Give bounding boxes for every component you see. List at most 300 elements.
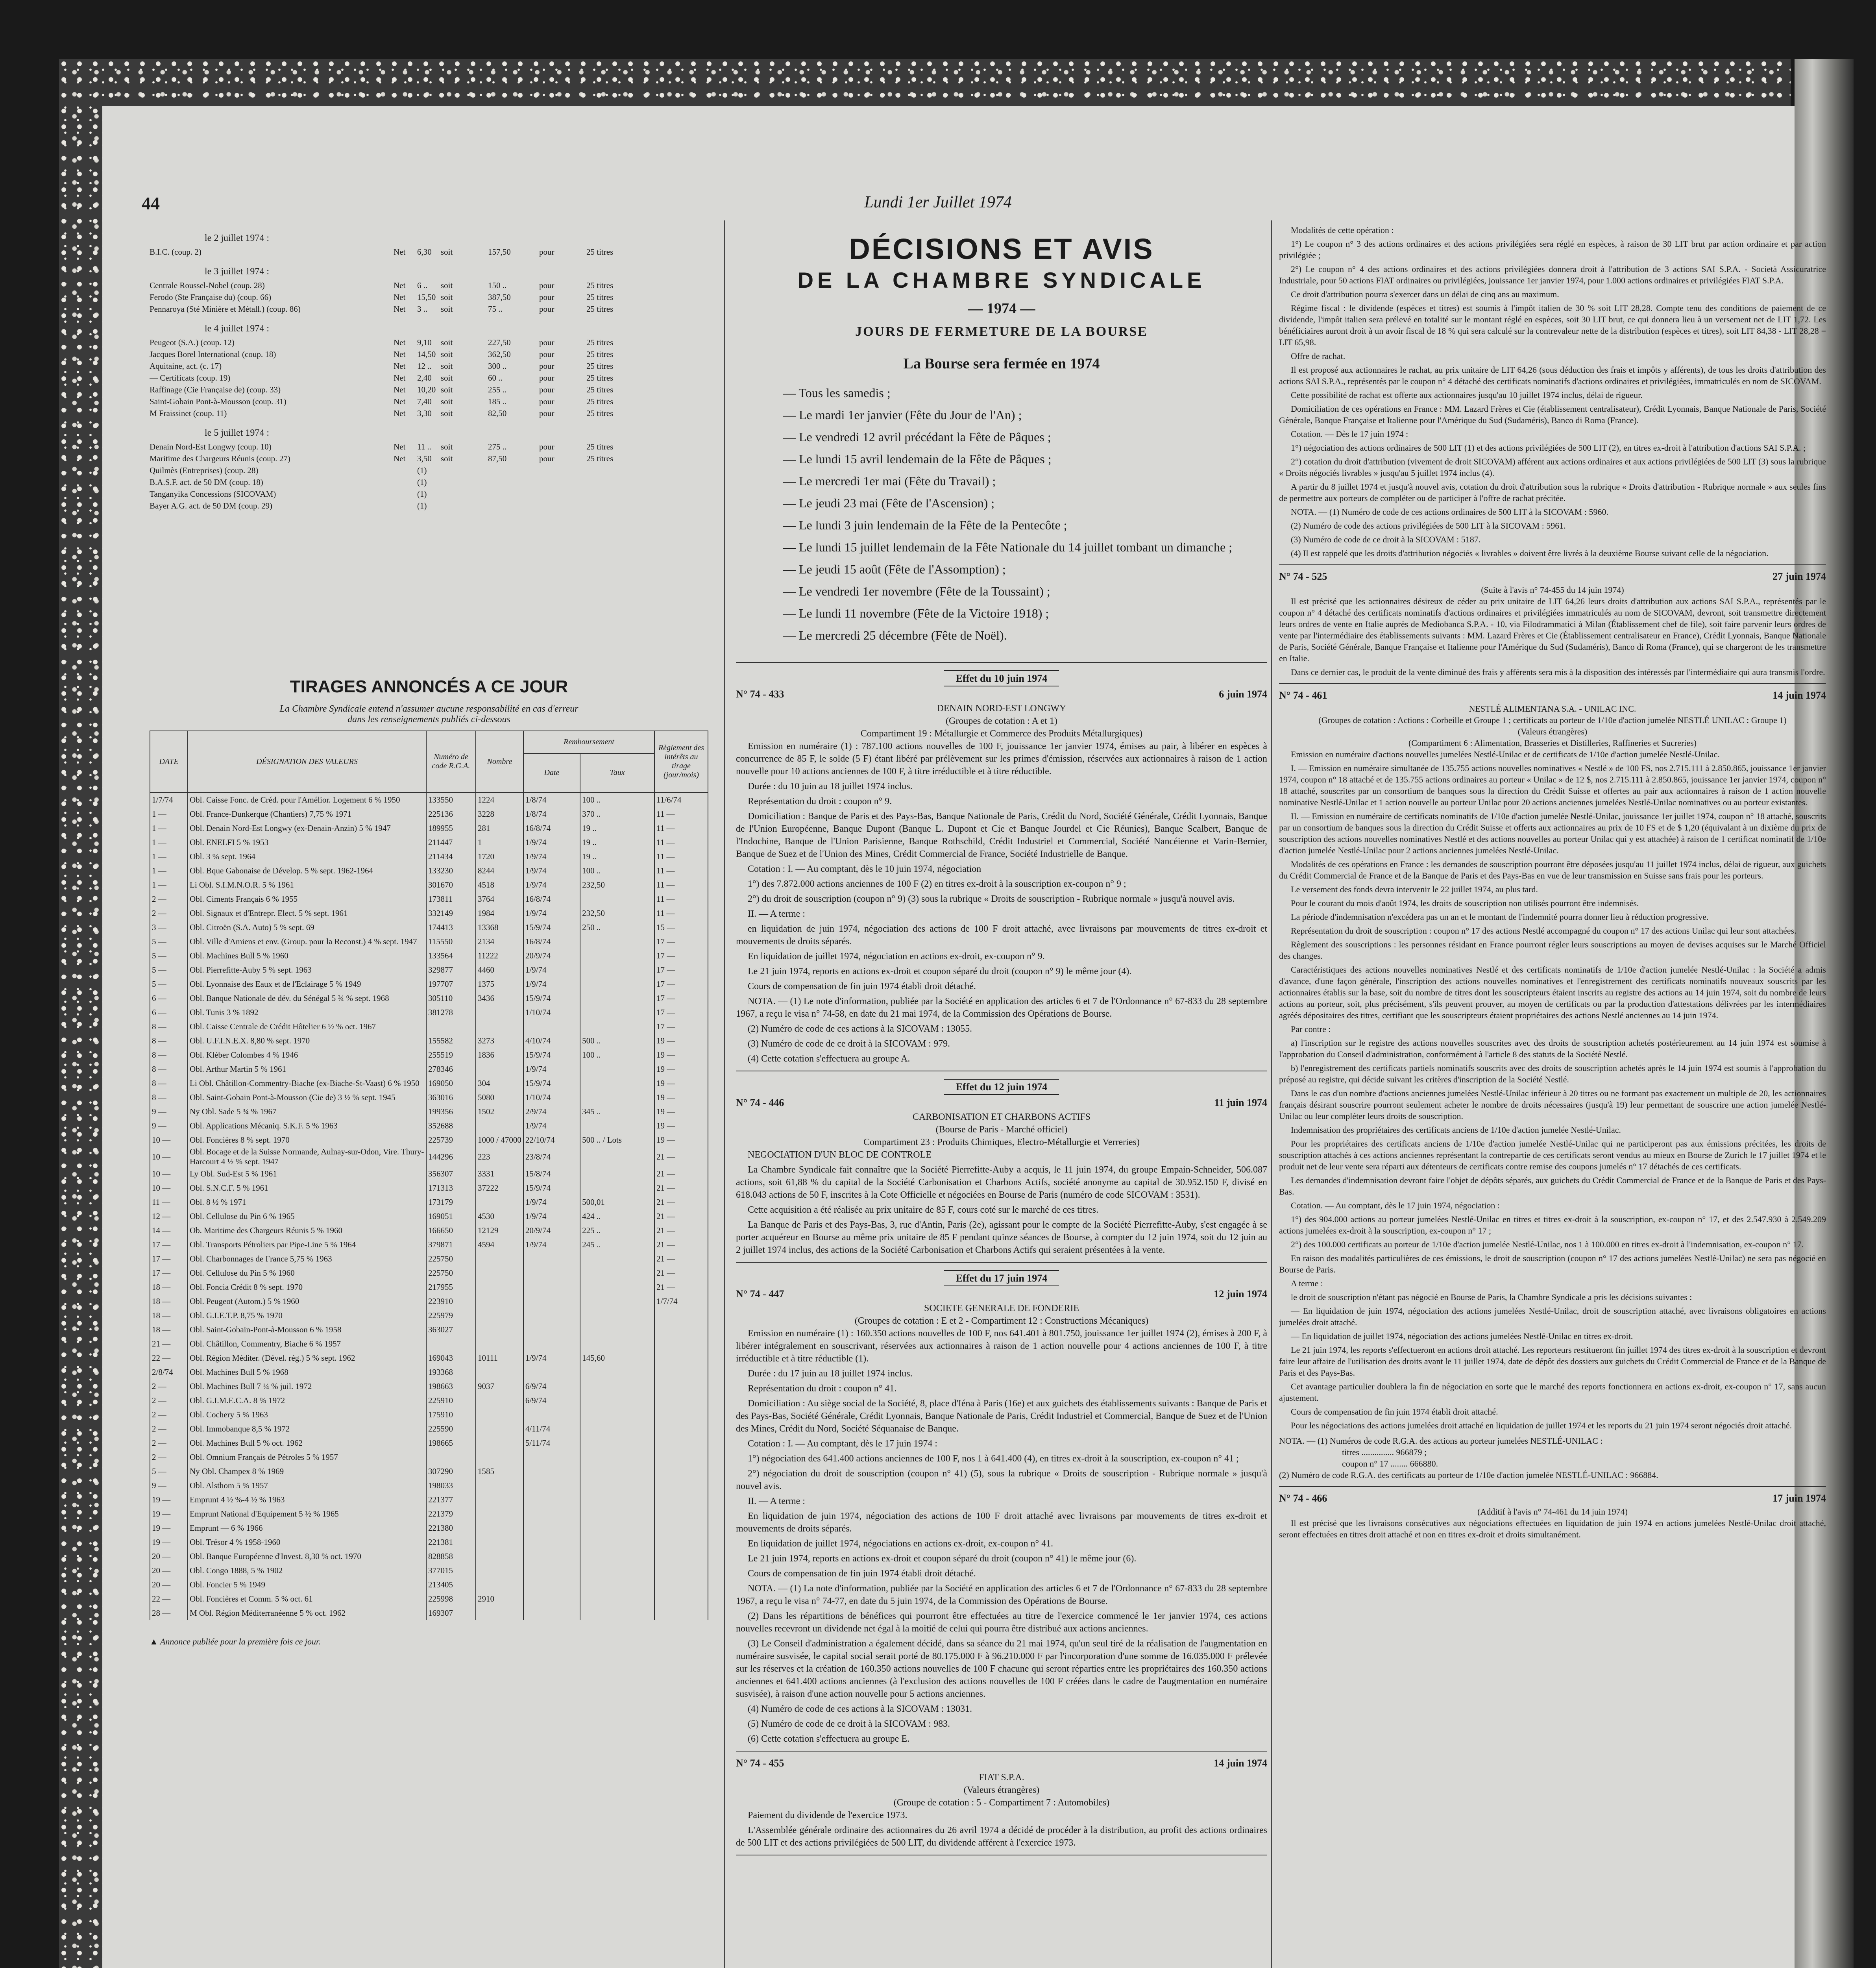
cell-des: Li Obl. S.I.M.N.O.R. 5 % 1961 [188, 878, 426, 892]
cell-reg [654, 1606, 708, 1620]
paragraph: Cours de compensation de fin juin 1974 établi droit attaché. [1291, 1407, 1498, 1417]
cell-rdate: 1/9/74 [523, 878, 580, 892]
cell-nombre: 1984 [476, 906, 523, 920]
cell-code: 175910 [426, 1408, 476, 1422]
coupon-row [150, 360, 708, 372]
notice-paragraph: NEGOCIATION D'UN BLOC DE CONTROLE [748, 1150, 932, 1160]
table-row [150, 1549, 708, 1563]
table-row [150, 1195, 708, 1209]
coupon-cell-d: pour [539, 292, 554, 302]
notice-sector: (Groupe de cotation : 5 - Compartiment 7 : Automobiles) [893, 1798, 1110, 1808]
cell-rdate: 16/8/74 [523, 892, 580, 906]
paragraph: Représentation du droit de souscription : coupon n° 17 des actions Nestlé accompagné du coupon n° 17 des actions Unilac qui leur sont attachées. [1291, 926, 1797, 936]
notice-461-sector: (Compartiment 6 : Alimentation, Brasseries et Distilleries, Raffineries et Sucreries) [1408, 738, 1697, 748]
table-row [150, 1048, 708, 1062]
cell-rdate: 1/9/74 [523, 849, 580, 864]
cell-date: 19 — [150, 1521, 188, 1535]
coupon-cell-e: 25 titres [586, 409, 614, 418]
cell-des: Obl. Charbonnages de France 5,75 % 1963 [188, 1252, 426, 1266]
cell-code [426, 1337, 476, 1351]
th-nombre: Nombre [476, 731, 523, 792]
table-row [150, 1280, 708, 1294]
table-row [150, 1034, 708, 1048]
cell-code: 278346 [426, 1062, 476, 1076]
cell-reg: 17 — [654, 1019, 708, 1034]
coupon-row [150, 372, 708, 384]
cell-reg: 17 — [654, 949, 708, 963]
cell-code: 255519 [426, 1048, 476, 1062]
cell-des: Obl. Saint-Gobain-Pont-à-Mousson 6 % 1958 [188, 1322, 426, 1337]
notice-paragraph: 2°) négociation du droit de souscription (coupon n° 41) (5), sous la rubrique « Droits de souscription - Rubrique normale » jusqu'à nouvel avis. [736, 1469, 1267, 1491]
notice-company: SOCIETE GENERALE DE FONDERIE [924, 1303, 1079, 1313]
notice-paragraph: Domiciliation : Banque de Paris et des Pays-Bas, Banque Nationale de Paris, Crédit du Nord, Société Générale, Crédit Lyonnais, Banque de l'Union Européenne, Banque Dupont (Banque L. Dupont et Cie et Banque Jourdel et Cie Réunies), Banque Scalbert, Banque de l'Indochine, Banque de l'Union Parisienne, Banque Rothschild, Crédit Industriel et Commercial, Société Nancéienne et Varin-Bernier, Banque de Suez et de l'Union des Mines, Crédit Commercial de France, Société Industrielle de Banque. [736, 811, 1267, 859]
cell-des: Obl. Région Méditer. (Dével. rég.) 5 % sept. 1962 [188, 1351, 426, 1365]
cell-nombre: 304 [476, 1076, 523, 1090]
cell-reg: 21 — [654, 1252, 708, 1266]
paragraph: Cotation. — Au comptant, dès le 17 juin 1974, négociation : [1291, 1200, 1500, 1210]
effet-label [736, 1272, 1267, 1285]
cell-taux: 100 .. [580, 864, 654, 878]
cell-taux [580, 1578, 654, 1592]
closed-day: — Tous les samedis ; [783, 386, 891, 400]
cell-date: 20 — [150, 1578, 188, 1592]
coupon-cell-net: Net [394, 397, 406, 406]
cell-date: 1 — [150, 835, 188, 849]
table-row [150, 1606, 708, 1620]
cell-rdate: 15/9/74 [523, 991, 580, 1005]
coupon-cell-c [488, 464, 539, 476]
cell-code: 197707 [426, 977, 476, 991]
cell-rdate: 2/9/74 [523, 1104, 580, 1119]
cell-des: Emprunt National d'Equipement 5 ½ % 1965 [188, 1507, 426, 1521]
cell-code: 352688 [426, 1119, 476, 1133]
paragraph: Pour les propriétaires des certificats anciens de 1/10e d'action jumelée Nestlé-Unilac qui ne participeront pas aux émissions précitées, les droits de souscription attachés à ces actions anciennes représentant la contrepartie de ces certificats seront vendus au mieux en Bourse de Zurich le 17 juillet 1974 et le produit net de leur vente sera réparti aux détenteurs de certificats contre remise des coupons jumelés n° 17 détachés de ces certificats. [1279, 1139, 1826, 1171]
coupon-row [150, 396, 708, 407]
coupon-cell-c: 150 .. [488, 281, 507, 290]
paragraph: Par contre : [1291, 1024, 1331, 1034]
cell-taux [580, 1119, 654, 1133]
cell-date: 21 — [150, 1337, 188, 1351]
coupon-cell-e: 25 titres [586, 350, 614, 359]
cell-reg: 21 — [654, 1223, 708, 1237]
notice-paragraph: (4) Numéro de code de ces actions à la SICOVAM : 13031. [748, 1704, 972, 1714]
cell-reg [654, 1408, 708, 1422]
coupon-cell-c [488, 476, 539, 488]
paragraph: A terme : [1291, 1278, 1323, 1288]
coupon-row [150, 303, 708, 315]
cell-nombre [476, 1280, 523, 1294]
table-row [150, 1076, 708, 1090]
cell-reg: 17 — [654, 991, 708, 1005]
coupon-cell-d [539, 476, 586, 488]
cell-date: 2 — [150, 906, 188, 920]
cell-date: 19 — [150, 1535, 188, 1549]
cell-date: 2 — [150, 1422, 188, 1436]
coupon-cell-b [441, 464, 488, 476]
coupon-cell-net: Net [394, 350, 406, 359]
cell-des: Obl. Foncières 8 % sept. 1970 [188, 1133, 426, 1147]
cell-des: Obl. Kléber Colombes 4 % 1946 [188, 1048, 426, 1062]
table-row [150, 1167, 708, 1181]
middle-column [736, 224, 1267, 1968]
coupon-cell-c: 227,50 [488, 338, 511, 347]
notice-paragraph: (2) Numéro de code de ces actions à la SICOVAM : 13055. [748, 1024, 972, 1034]
cell-taux: 424 .. [580, 1209, 654, 1223]
coupon-cell-d: pour [539, 442, 554, 451]
cell-reg [654, 1450, 708, 1464]
notice-paragraph: NOTA. — (1) La note d'information, publiée par la Société en application des articles 6 et 7 de l'Ordonnance n° 67-833 du 28 septembre 1967, a reçu le visa n° 74-77, en date du 5 juin 1974, de la Commission des Opérations de Bourse. [736, 1583, 1267, 1606]
closed-day: — Le mercredi 25 décembre (Fête de Noël). [783, 628, 1007, 642]
cell-des: Obl. Foncières et Comm. 5 % oct. 61 [188, 1592, 426, 1606]
notice-date: 11 juin 1974 [1214, 1097, 1267, 1108]
cell-nombre [476, 1578, 523, 1592]
coupon-cell-c [488, 500, 539, 512]
cell-reg: 17 — [654, 963, 708, 977]
notice-paragraph: (3) Le Conseil d'administration a également décidé, dans sa séance du 21 mai 1974, qu'un seul tiré de la réalisation de l'augmentation en numéraire susvisée, le capital social serait porté de 80.175.000 F à 96.210.000 F par l'incorporation d'une somme de 16.035.000 F prélevée sur les réserves et la création de 160.350 actions nouvelles de 100 F chacune qui seront réparties entre les propriétaires des 160.350 actions anciennes et 641.400 actions anciennes (à l'exclusion des actions nouvelles de 100 F créées dans le cadre de l'augmentation en numéraire susvisée), à raison d'une action nouvelle pour 5 actions anciennes. [736, 1639, 1267, 1699]
cell-taux [580, 1563, 654, 1578]
paragraph: En raison des modalités particulières de ces émissions, le droit de souscription (coupon n° 17 des actions jumelées Nestlé-Unilac) ne sera pas négocié en Bourse de Paris. [1279, 1253, 1826, 1274]
notice-paragraph: Le 21 juin 1974, reports en actions ex-droit et coupon séparé du droit (coupon n° 41) le même jour (6). [748, 1554, 1137, 1564]
cell-reg: 15 — [654, 920, 708, 934]
closed-days-list [783, 382, 1267, 646]
coupon-cell-net: Net [394, 304, 406, 314]
cell-code: 193368 [426, 1365, 476, 1379]
closed-title: La Bourse sera fermée en 1974 [903, 355, 1100, 372]
cell-nombre [476, 1422, 523, 1436]
paragraph: 2°) cotation du droit d'attribution (vivement de droit SICOVAM) afférent aux actions ordinaires et aux actions privilégiées de 500 LIT (3) sous la rubrique « Droits négociés livrables » jusqu'au 5 juillet 1974 inclus (4). [1279, 457, 1826, 478]
coupon-cell-c: 87,50 [488, 454, 507, 463]
cell-des: Obl. U.F.I.N.E.X. 8,80 % sept. 1970 [188, 1034, 426, 1048]
coupon-cell-a: 3,50 [417, 454, 432, 463]
coupon-cell-name: Tanganyika Concessions (SICOVAM) [150, 489, 276, 499]
cell-reg [654, 1549, 708, 1563]
cell-nombre: 11222 [476, 949, 523, 963]
cell-rdate [523, 1507, 580, 1521]
cell-reg [654, 1337, 708, 1351]
cell-code: 169307 [426, 1606, 476, 1620]
notice-paragraph: NOTA. — (1) Le note d'information, publiée par la Société en application des articles 6 et 7 de l'Ordonnance n° 67-833 du 28 septembre 1967, a reçu le visa n° 74-58, en date du 21 mai 1974, de la Commission des Opérations de Bourse. [736, 996, 1267, 1019]
cell-des: Obl. Foncier 5 % 1949 [188, 1578, 426, 1592]
paragraph: 1°) négociation des actions ordinaires de 500 LIT (1) et des actions privilégiées de 500 LIT (2), en titres ex-droit à l'attribution d'actions SAI S.P.A. ; [1291, 443, 1806, 453]
paragraph: Il est précisé que les livraisons consécutives aux négociations effectuées en liquidation de juin 1974 en actions jumelées Nestlé-Unilac droit attaché, seront effectuées en titres droit attaché et non en titres ex-droit et droits simultanément. [1279, 1518, 1826, 1539]
cell-code: 189955 [426, 821, 476, 835]
notice-group: (Groupes de cotation : E et 2 - Compartiment 12 : Constructions Mécaniques) [854, 1316, 1149, 1326]
notice-group: (Groupes de cotation : A et 1) [946, 716, 1057, 726]
cell-reg: 21 — [654, 1195, 708, 1209]
cell-date: 8 — [150, 1062, 188, 1076]
cell-taux [580, 1422, 654, 1436]
cell-des: Emprunt — 6 % 1966 [188, 1521, 426, 1535]
cell-nombre: 3273 [476, 1034, 523, 1048]
cell-date: 1 — [150, 821, 188, 835]
coupon-cell-e [586, 488, 649, 500]
paragraph: La période d'indemnisation n'excédera pas un an et le montant de l'indemnité pourra donner lieu à réduction progressive. [1291, 912, 1709, 922]
cell-nombre [476, 1019, 523, 1034]
cell-date: 18 — [150, 1308, 188, 1322]
notice-466-head: N° 74 - 466 17 juin 1974 [1279, 1493, 1826, 1504]
cell-reg: 21 — [654, 1266, 708, 1280]
cell-taux [580, 1181, 654, 1195]
cell-reg [654, 1379, 708, 1393]
table-row [150, 807, 708, 821]
cell-rdate [523, 1337, 580, 1351]
coupon-cell-c: 75 .. [488, 304, 503, 314]
right-column [1279, 224, 1826, 1968]
table-row [150, 949, 708, 963]
cell-taux [580, 1076, 654, 1090]
coupon-cell-a: 15,50 [417, 292, 436, 302]
table-row [150, 1436, 708, 1450]
cell-rdate [523, 1266, 580, 1280]
notice-paragraph: En liquidation de juillet 1974, négociations en actions ex-droit, ex-coupon n° 41. [748, 1539, 1054, 1549]
cell-code: 225590 [426, 1422, 476, 1436]
cell-taux: 232,50 [580, 878, 654, 892]
cell-code: 155582 [426, 1034, 476, 1048]
cell-reg: 11 — [654, 821, 708, 835]
cell-rdate [523, 1464, 580, 1478]
cell-reg [654, 1578, 708, 1592]
notice-number: N° 74 - 446 [736, 1097, 784, 1108]
cell-code: 221381 [426, 1535, 476, 1549]
notice-paragraph: La Banque de Paris et des Pays-Bas, 3, rue d'Antin, Paris (2e), agissant pour le compte de la Société Pierrefitte-Auby, s'est engagée à se porter acquéreur en Bourse au même prix unitaire de 85 F pendant quinze séances de Bourse, à compter du 12 juin 1974, soit du 12 juin au 2 juillet 1974 inclus, des actions de la Société Carbonisation et Charbons Actifs qui seraient présentées à la vente. [736, 1220, 1267, 1255]
cell-code: 828858 [426, 1549, 476, 1563]
paragraph: 1°) des 904.000 actions au porteur jumelées Nestlé-Unilac en titres et titres ex-droit à la souscription, ex-coupon n° 17, et des 2.547.930 à 2.549.209 actions jumelées ex-droit à la souscription, ex-coupon n° 17 ; [1279, 1214, 1826, 1236]
cell-rdate: 15/9/74 [523, 1048, 580, 1062]
cell-des: Obl. Saint-Gobain Pont-à-Mousson (Cie de) 3 ½ % sept. 1945 [188, 1090, 426, 1104]
cell-taux [580, 1592, 654, 1606]
coupon-cell-a: (1) [417, 477, 427, 487]
notice-sector: Compartiment 19 : Métallurgie et Commerce des Produits Métallurgiques) [860, 729, 1143, 739]
paragraph: Il est précisé que les actionnaires désireux de céder au prix unitaire de LIT 64,26 leurs droits d'attribution aux actions SAI S.P.A., représentés par le coupon n° 4 détaché des certificats nominatifs d'actions ordinaires et privilégiées immatriculés au nom de SICOVAM, devront, soit transmettre directement leurs ordres de vente en Italie auprès de Mediobanca S.P.A. - 10, via Filodrammatici à Milan (Établissement chef de file), soit faire parvenir leurs ordres de vente par l'intermédiaire des établissements suivants : MM. Lazard Frères et Cie (Établissement centralisateur en France), Crédit Lyonnais, Banque Nationale de Paris, Société Générale, Banque Française et Italienne pour l'Amérique du Sud (Sudaméris), Banco di Roma (France), qui se chargeront de les transmettre en Italie. [1279, 596, 1826, 663]
coupon-cell-b [441, 500, 488, 512]
coupon-cell-net: Net [394, 247, 406, 257]
cell-taux [580, 1252, 654, 1266]
th-reglement: Règlement des intérêts au tirage (jour/mois) [654, 731, 708, 792]
cell-des: Obl. Banque Européenne d'Invest. 8,30 % oct. 1970 [188, 1549, 426, 1563]
cell-code: 198665 [426, 1436, 476, 1450]
cell-code: 377015 [426, 1563, 476, 1578]
paragraph: Indemnisation des propriétaires des certificats anciens de 1/10e d'action jumelée Nestlé-Unilac. [1291, 1125, 1621, 1135]
table-row [150, 1450, 708, 1464]
table-row [150, 792, 708, 807]
notice-group: (Bourse de Paris - Marché officiel) [935, 1125, 1068, 1135]
cell-des: Obl. S.N.C.F. 5 % 1961 [188, 1181, 426, 1195]
table-row [150, 1181, 708, 1195]
cell-date: 10 — [150, 1133, 188, 1147]
coupon-cell-b: soit [441, 304, 453, 314]
effet-label [736, 672, 1267, 685]
coupon-row [150, 488, 708, 500]
notice-head [736, 1288, 1267, 1300]
table-row [150, 1252, 708, 1266]
paragraph: I. — Emission en numéraire simultanée de 135.755 actions nouvelles nominatives « Nestlé » de 100 FS, nos 2.715.111 à 2.850.865, jouissance 1er janvier 1974, coupon n° 18 attaché et de 135.755 actions ordinaires au porteur « Unilac » de 12 $, nos 2.715.111 à 2.850.865, jouissance 1er janvier 1974, coupon n° 18 attaché, souscrites par un consortium de banques sous la direction du Crédit Suisse et offertes au pair aux actionnaires à raison de 1 action nouvelle nominative Nestlé-Unilac et 1 action nouvelle au porteur Unilac pour 20 actions anciennes jumelées Nestlé-Unilac nominatives ou au porteur existantes. [1279, 763, 1826, 807]
coupon-cell-name: Centrale Roussel-Nobel (coup. 28) [150, 281, 265, 290]
closed-day: — Le lundi 3 juin lendemain de la Fête de la Pentecôte ; [783, 518, 1067, 532]
cell-date: 18 — [150, 1280, 188, 1294]
cell-date: 19 — [150, 1493, 188, 1507]
cell-code: 171313 [426, 1181, 476, 1195]
cell-rdate [523, 1535, 580, 1549]
coupon-cell-b: soit [441, 454, 453, 463]
cell-des: Li Obl. Châtillon-Commentry-Biache (ex-Biache-St-Vaast) 6 % 1950 [188, 1076, 426, 1090]
paragraph: Offre de rachat. [1291, 351, 1346, 361]
cell-rdate [523, 1294, 580, 1308]
cell-date: 9 — [150, 1478, 188, 1493]
cell-reg: 11 — [654, 906, 708, 920]
cell-taux [580, 1337, 654, 1351]
cell-nombre: 2910 [476, 1592, 523, 1606]
cell-nombre [476, 1478, 523, 1493]
coupon-cell-name: Ferodo (Ste Française du) (coup. 66) [150, 292, 272, 302]
notice-paragraph: Cotation : I. — Au comptant, dès le 10 juin 1974, négociation [748, 864, 981, 874]
cell-des: Obl. Transports Pétroliers par Pipe-Line 5 % 1964 [188, 1237, 426, 1252]
coupon-cell-net: Net [394, 292, 406, 302]
cell-des: Obl. Signaux et d'Entrepr. Elect. 5 % sept. 1961 [188, 906, 426, 920]
cell-date: 9 — [150, 1104, 188, 1119]
cell-date: 2 — [150, 1436, 188, 1450]
cell-date: 2/8/74 [150, 1365, 188, 1379]
cell-date: 2 — [150, 1379, 188, 1393]
cell-rdate: 15/9/74 [523, 1181, 580, 1195]
cell-taux [580, 1436, 654, 1450]
cell-reg [654, 1365, 708, 1379]
table-row [150, 1592, 708, 1606]
notice-525-ref: (Suite à l'avis n° 74-455 du 14 juin 1974) [1481, 585, 1624, 595]
cell-nombre: 1000 / 47000 [476, 1133, 523, 1147]
paragraph: Règlement des souscriptions : les personnes résidant en France pourront régler leurs souscriptions au moyen de devises acquises sur le Marché Officiel des changes. [1279, 940, 1826, 961]
notice-divider [736, 1262, 1267, 1263]
cell-taux [580, 1266, 654, 1280]
group-title: le 4 juillet 1974 : [205, 324, 269, 334]
cell-date: 1 — [150, 807, 188, 821]
coupon-row [150, 348, 708, 360]
coupon-cell-d: pour [539, 247, 554, 257]
cell-code [426, 1450, 476, 1464]
cell-nombre: 3331 [476, 1167, 523, 1181]
cell-nombre: 1224 [476, 792, 523, 807]
effet-text: Effet du 12 juin 1974 [944, 1079, 1059, 1095]
coupon-cell-name: B.A.S.F. act. de 50 DM (coup. 18) [150, 477, 263, 487]
paragraph: Cette possibilité de rachat est offerte aux actionnaires jusqu'au 10 juillet 1974 inclus, délai de rigueur. [1291, 390, 1643, 400]
notice-paragraph: 1°) des 7.872.000 actions anciennes de 100 F (2) en titres ex-droit à la souscription ex-coupon n° 9 ; [748, 879, 1126, 889]
tirages-subtitle: La Chambre Syndicale entend n'assumer aucune responsabilité en cas d'erreur dans les renseignements publiés ci-dessous [279, 704, 579, 725]
cell-reg [654, 1308, 708, 1322]
cell-nombre: 4530 [476, 1209, 523, 1223]
coupon-cell-e: 25 titres [586, 281, 614, 290]
cell-rdate [523, 1578, 580, 1592]
cell-date: 1 — [150, 849, 188, 864]
cell-nombre: 13368 [476, 920, 523, 934]
cell-reg: 11 — [654, 849, 708, 864]
cell-rdate: 4/11/74 [523, 1422, 580, 1436]
cell-reg: 11 — [654, 878, 708, 892]
cell-reg: 17 — [654, 1005, 708, 1019]
cell-reg: 11/6/74 [654, 792, 708, 807]
page-date: Lundi 1er Juillet 1974 [864, 193, 1012, 211]
cell-nombre: 3764 [476, 892, 523, 906]
cell-taux [580, 1464, 654, 1478]
notice-paragraph: II. — A terme : [748, 1496, 805, 1506]
notice-paragraph: (4) Cette cotation s'effectuera au groupe A. [748, 1054, 910, 1064]
cell-reg: 19 — [654, 1133, 708, 1147]
page-number: 44 [142, 193, 160, 213]
coupon-cell-net: Net [394, 385, 406, 394]
cell-taux [580, 1408, 654, 1422]
notice-paragraph: (2) Dans les répartitions de bénéfices qui pourront être effectuées au titre de l'exercice commencé le 1er janvier 1974, ces actions nouvelles recevront un dividende net égal à la moitié de celui qui pourra être distribué aux actions anciennes. [736, 1611, 1267, 1634]
cell-taux [580, 1507, 654, 1521]
paragraph: Dans le cas d'un nombre d'actions anciennes jumelées Nestlé-Unilac inférieur à 20 titres ou ne formant pas exactement un multiple de 20, les actionnaires français désirant souscrire pourront seulement acheter le nombre de droits nécessaires (jusqu'à 19) leur permettant de souscrire une action jumelée Nestlé-Unilac ou leur compléter leurs droits de souscription. [1279, 1088, 1826, 1121]
coupon-cell-b [441, 476, 488, 488]
cell-date: 8 — [150, 1048, 188, 1062]
notice-company: CARBONISATION ET CHARBONS ACTIFS [912, 1112, 1091, 1122]
paragraph: Caractéristiques des actions nouvelles nominatives Nestlé et des certificats nominatifs de 1/10e d'action jumelée Nestlé-Unilac : la Société a admis d'avance, d'une façon générale, l'inscription des actions nouvelles nominatives et l'enregistrement des certificats nominatifs nouveaux souscrits par les actionnaires établis sur la base, soit du nombre de titres dont les souscripteurs étaient inscrits au registre des actions au 14 juin 1974, soit du nombre de leurs actions au porteur, soit, plus précisément, s'ils peuvent prouver, au moyen de certificats ou par la production d'attestations délivrées par les intermédiaires agréés dépositaires des titres, certifiant que les souscripteurs étaient propriétaires des actions Nestlé anciennes au 14 juin 1974. [1279, 965, 1826, 1020]
cell-nombre: 3228 [476, 807, 523, 821]
notice-paragraph: (5) Numéro de code de ce droit à la SICOVAM : 983. [748, 1719, 950, 1729]
paragraph: (4) Il est rappelé que les droits d'attribution négociés « livrables » doivent être livrés à la deuxième Bourse suivant celle de la négociation. [1291, 548, 1769, 558]
table-row [150, 1379, 708, 1393]
table-row [150, 1393, 708, 1408]
cell-date: 8 — [150, 1034, 188, 1048]
notice-461-group: (Groupes de cotation : Actions : Corbeille et Groupe 1 ; certificats au porteur de 1/10e d'action jumelée NESTLÉ UNILAC : Groupe 1) [1318, 715, 1787, 725]
cell-reg [654, 1507, 708, 1521]
coupon-cell-b [441, 488, 488, 500]
cell-nombre: 1720 [476, 849, 523, 864]
group-title: le 2 juillet 1974 : [205, 233, 269, 243]
notice-461-company: NESTLÉ ALIMENTANA S.A. - UNILAC INC. [1469, 704, 1636, 714]
cell-taux [580, 1280, 654, 1294]
coupon-cell-name: Raffinage (Cie Française de) (coup. 33) [150, 385, 281, 394]
cell-code: 225979 [426, 1308, 476, 1322]
cell-reg: 17 — [654, 934, 708, 949]
coupon-cell-a: 7,40 [417, 397, 432, 406]
table-row [150, 1019, 708, 1034]
cell-taux [580, 1147, 654, 1167]
cell-reg [654, 1563, 708, 1578]
cell-date: 5 — [150, 949, 188, 963]
th-date: DATE [150, 731, 188, 792]
tirages-title: TIRAGES ANNONCÉS A CE JOUR [290, 677, 568, 696]
cell-nombre [476, 1549, 523, 1563]
cell-rdate: 20/9/74 [523, 949, 580, 963]
cell-des: Ny Obl. Sade 5 ¾ % 1967 [188, 1104, 426, 1119]
cell-rdate: 6/9/74 [523, 1393, 580, 1408]
cell-rdate: 1/9/74 [523, 963, 580, 977]
cell-date: 1/7/74 [150, 792, 188, 807]
cell-code: 221377 [426, 1493, 476, 1507]
paragraph: Ce droit d'attribution pourra s'exercer dans un délai de cinq ans au maximum. [1291, 289, 1559, 299]
cell-code: 381278 [426, 1005, 476, 1019]
cell-code: 307290 [426, 1464, 476, 1478]
cell-rdate: 16/8/74 [523, 934, 580, 949]
cell-nombre: 4460 [476, 963, 523, 977]
cell-reg: 11 — [654, 864, 708, 878]
cell-reg [654, 1464, 708, 1478]
cell-code: 221379 [426, 1507, 476, 1521]
cell-code: 169050 [426, 1076, 476, 1090]
cell-rdate: 1/9/74 [523, 835, 580, 849]
cell-taux: 500,01 [580, 1195, 654, 1209]
table-row [150, 1133, 708, 1147]
coupon-cell-e: 25 titres [586, 397, 614, 406]
cell-date: 6 — [150, 991, 188, 1005]
coupon-cell-b: soit [441, 281, 453, 290]
cell-code: 301670 [426, 878, 476, 892]
notice-divider [736, 1751, 1267, 1752]
closed-day: — Le lundi 15 avril lendemain de la Fête de Pâques ; [783, 452, 1052, 466]
cell-rdate [523, 1365, 580, 1379]
notice-paragraph: Le 21 juin 1974, reports en actions ex-droit et coupon séparé du droit (coupon n° 9) le même jour (4). [748, 966, 1132, 977]
coupon-cell-c: 82,50 [488, 409, 507, 418]
